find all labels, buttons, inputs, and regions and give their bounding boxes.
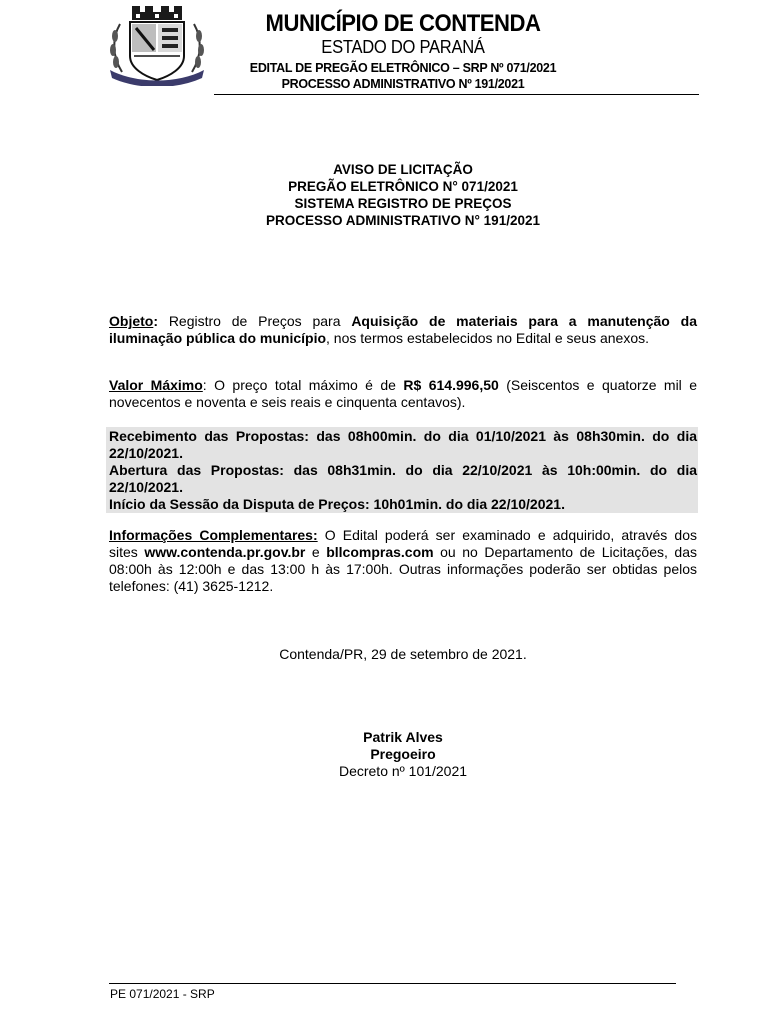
notice-line-4: PROCESSO ADMINISTRATIVO N° 191/2021: [266, 213, 540, 228]
schedule-block: [109, 428, 697, 513]
date-line: Contenda/PR, 29 de setembro de 2021.: [279, 646, 527, 662]
notice-line-3: SISTEMA REGISTRO DE PREÇOS: [294, 196, 512, 211]
site-link-contenda[interactable]: www.contenda.pr.gov.br: [144, 544, 306, 560]
signer-decree: Decreto nº 101/2021: [338, 763, 468, 779]
objeto-label: Objeto: [109, 313, 154, 329]
notice-heading: [110, 161, 696, 229]
valor-amount: R$ 614.996,50: [403, 377, 499, 393]
municipal-crest-logo: [106, 6, 208, 86]
site-link-bllcompras[interactable]: bllcompras.com: [326, 544, 434, 560]
info-paragraph: Informações Complementares: O Edital poderá ser examinado e adquirido, através dos sites www.contenda.pr.gov.br e bllcompras.com ou no Departamento de Licitações, das 08:00h às 12:00h e das 13:00 h às 17:00h. Outras informações poderão ser obtidas pelos telefones: (41) 3625-1212.: [109, 527, 697, 594]
municipality-title: MUNICÍPIO DE CONTENDA: [265, 10, 541, 37]
signer-name: Patrik Alves: [363, 729, 443, 745]
abertura-line: Abertura das Propostas: das 08h31min. do dia 22/10/2021 às 10h:00min. do dia 22/10/2021.: [109, 462, 697, 495]
notice-line-2: PREGÃO ELETRÔNICO N° 071/2021: [288, 179, 518, 194]
state-name: ESTADO DO PARANÁ: [321, 37, 485, 57]
objeto-paragraph: Objeto: Registro de Preços para Aquisição de materiais para a manutenção da iluminação pública do município, nos termos estabelecidos no Edital e seus anexos.: [109, 313, 697, 346]
signer-role: Pregoeiro: [370, 746, 436, 762]
header-divider: [214, 94, 699, 95]
valor-label: Valor Máximo: [109, 377, 203, 393]
footer-reference: PE 071/2021 - SRP: [110, 987, 215, 1001]
inicio-line: Início da Sessão da Disputa de Preços: 10h01min. do dia 22/10/2021.: [109, 496, 565, 512]
notice-line-1: AVISO DE LICITAÇÃO: [333, 162, 473, 177]
recebimento-line: Recebimento das Propostas: das 08h00min. do dia 01/10/2021 às 08h30min. do dia 22/10/2021.: [109, 428, 697, 461]
crown-icon: [132, 6, 182, 20]
edital-number: EDITAL DE PREGÃO ELETRÔNICO – SRP Nº 071/2021: [249, 61, 557, 75]
info-label: Informações Complementares:: [109, 527, 318, 543]
objeto-description: Aquisição de materiais para a manutenção da iluminação pública do município: [109, 313, 697, 346]
valor-paragraph: Valor Máximo: O preço total máximo é de R$ 614.996,50 (Seiscentos e quatorze mil e novecentos e noventa e seis reais e cinquenta centavos).: [109, 377, 698, 410]
footer-divider: [109, 983, 676, 984]
process-number: PROCESSO ADMINISTRATIVO Nº 191/2021: [281, 77, 525, 91]
